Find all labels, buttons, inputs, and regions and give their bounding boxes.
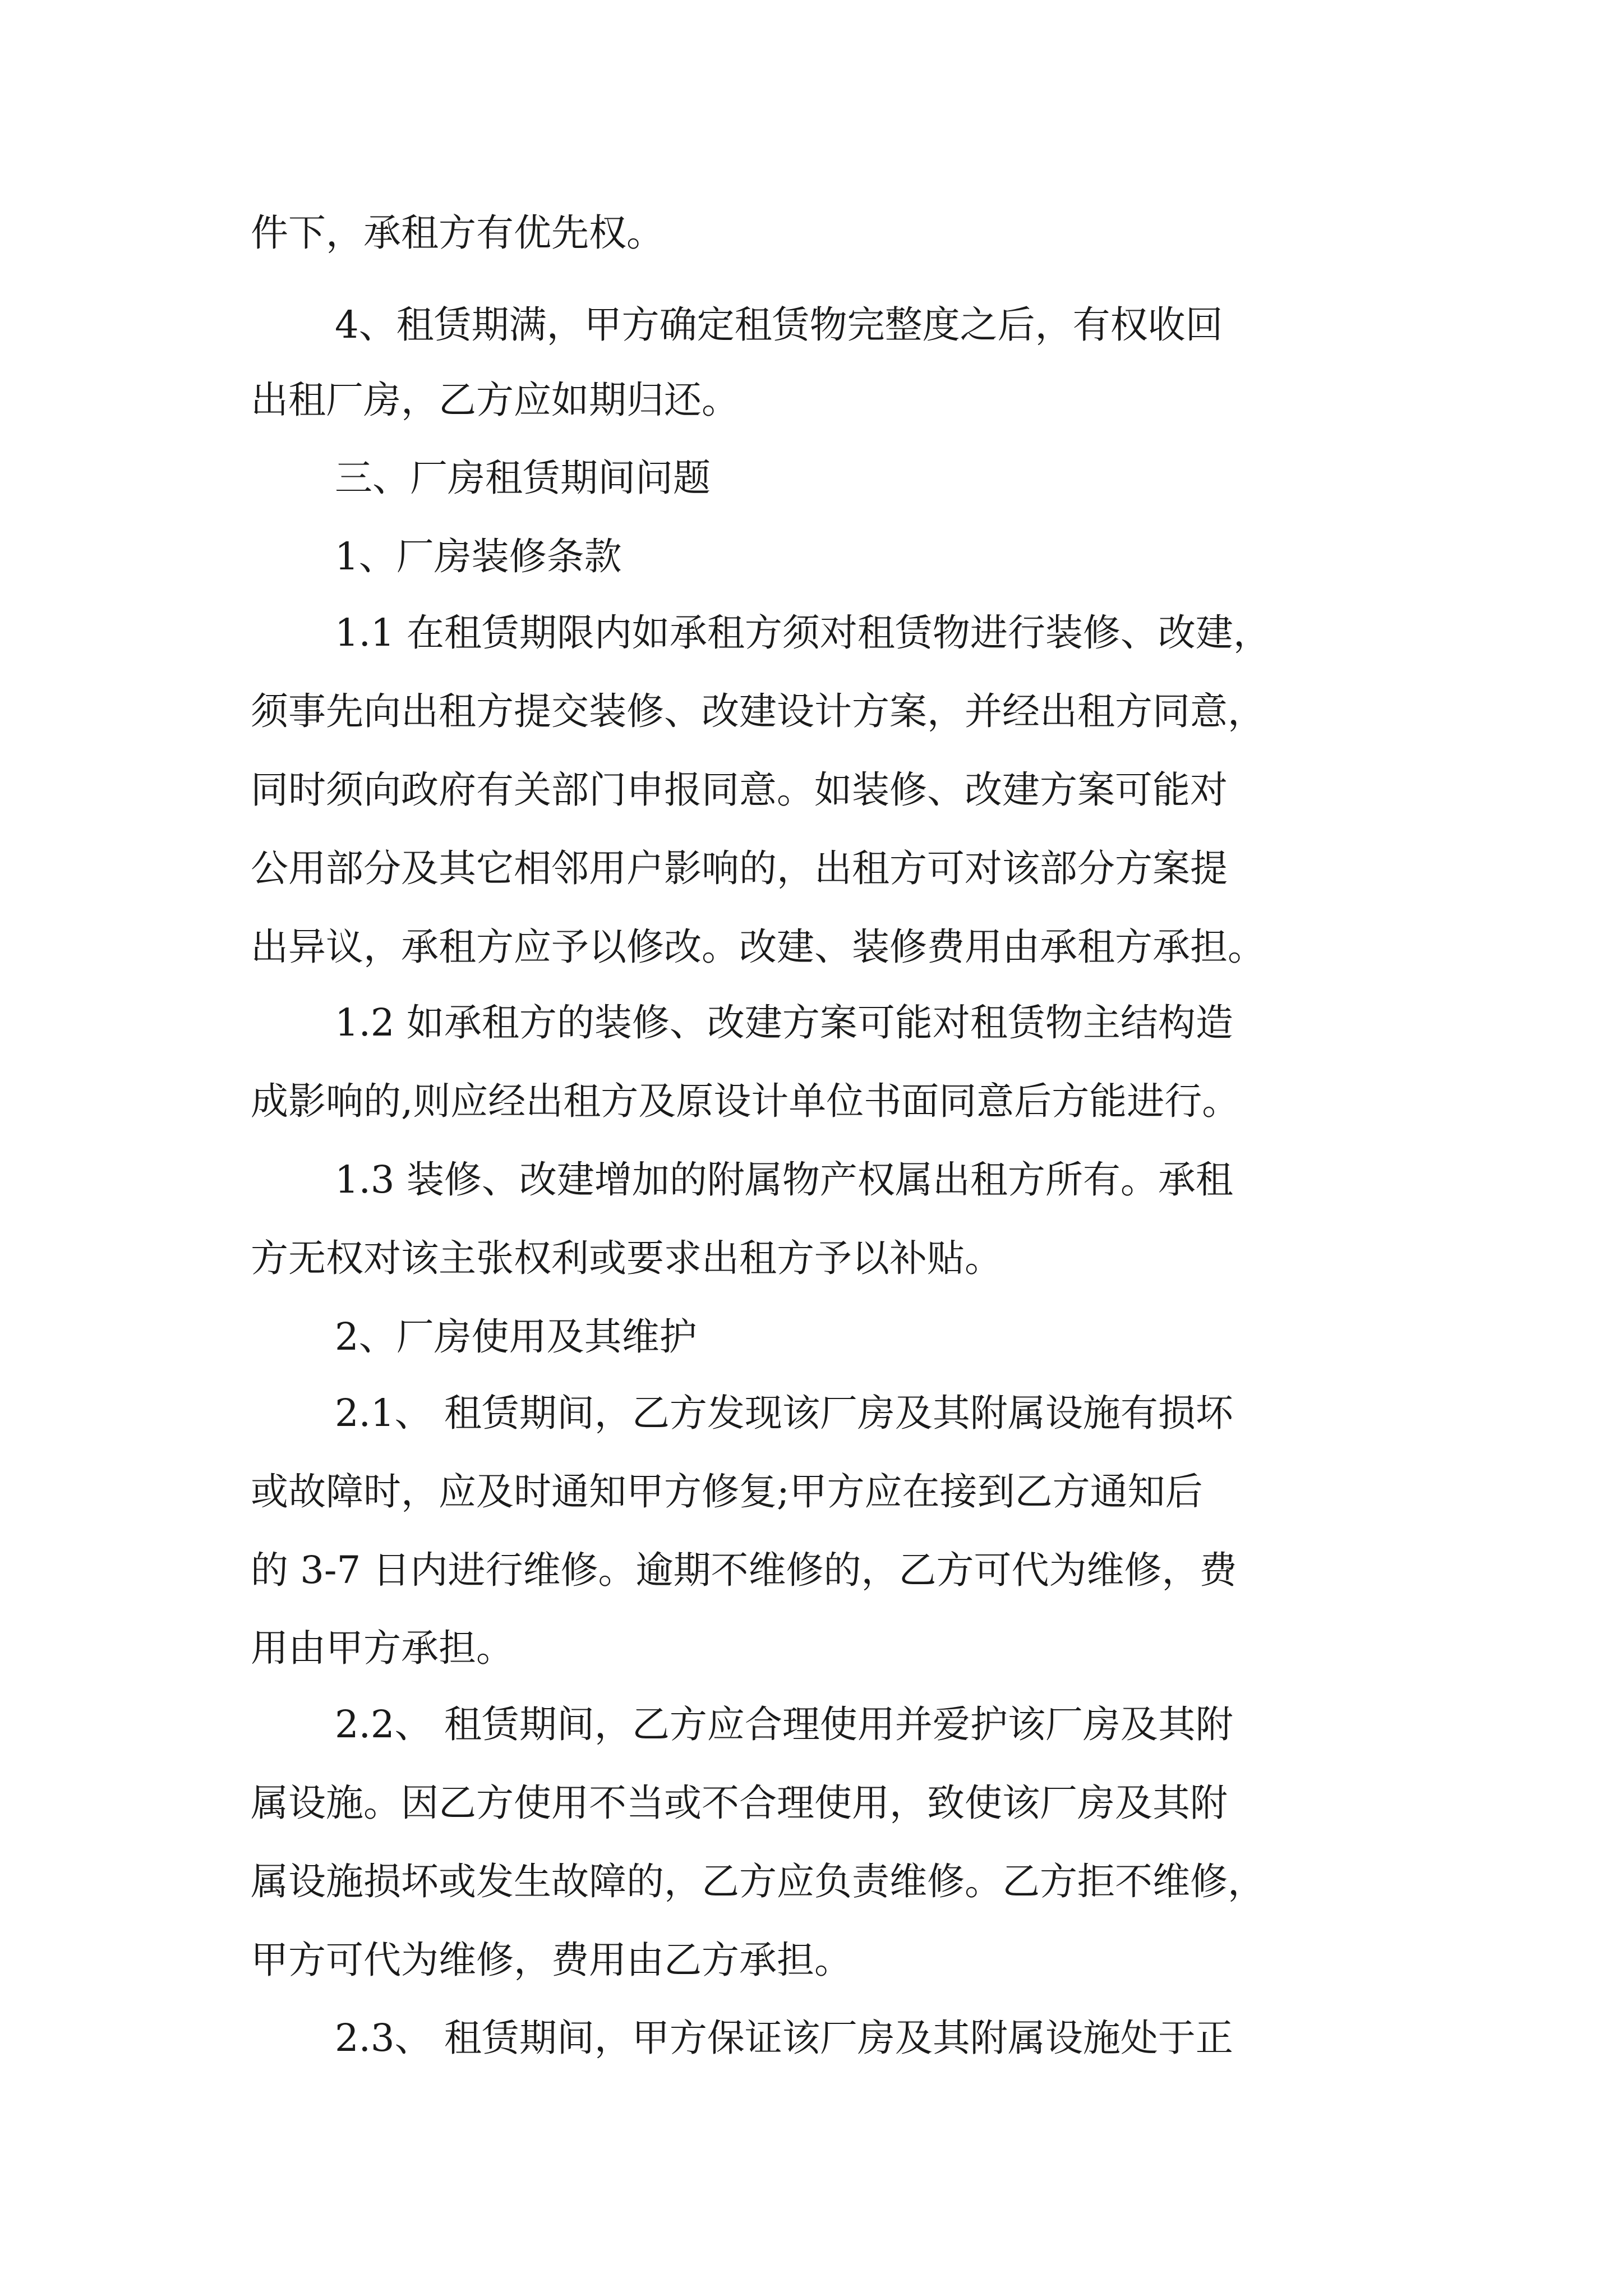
text-line-2: 4、租赁期满，甲方确定租赁物完整度之后，有权收回 [335, 303, 1223, 347]
text-line-19: 用由甲方承担。 [251, 1626, 514, 1670]
subsection-heading-2: 2、厂房使用及其维护 [335, 1315, 697, 1359]
text-line-3: 出租厂房，乙方应如期归还。 [251, 378, 739, 422]
text-line-17: 或故障时，应及时通知甲方修复;甲方应在接到乙方通知后 [251, 1470, 1203, 1513]
text-line-1: 件下，承租方有优先权。 [251, 211, 664, 255]
text-line-14: 方无权对该主张权利或要求出租方予以补贴。 [251, 1236, 1002, 1280]
text-line-24: 2.3、 租赁期间，甲方保证该厂房及其附属设施处于正 [335, 2016, 1233, 2060]
text-line-20: 2.2、 租赁期间，乙方应合理使用并爱护该厂房及其附 [335, 1703, 1233, 1746]
text-line-12: 成影响的,则应经出租方及原设计单位书面同意后方能进行。 [251, 1079, 1240, 1123]
text-line-23: 甲方可代为维修，费用由乙方承担。 [251, 1938, 852, 1982]
text-line-10: 出异议，承租方应予以修改。改建、装修费用由承租方承担。 [251, 925, 1265, 969]
text-line-13: 1.3 装修、改建增加的附属物产权属出租方所有。承租 [335, 1158, 1233, 1202]
text-line-7: 须事先向出租方提交装修、改建设计方案，并经出租方同意， [251, 689, 1265, 733]
text-line-21: 属设施。因乙方使用不当或不合理使用，致使该厂房及其附 [251, 1781, 1228, 1825]
text-line-18: 的 3-7 日内进行维修。逾期不维修的，乙方可代为维修，费 [251, 1548, 1237, 1592]
text-line-11: 1.2 如承租方的装修、改建方案可能对租赁物主结构造 [335, 1001, 1233, 1045]
text-line-16: 2.1、 租赁期间，乙方发现该厂房及其附属设施有损坏 [335, 1391, 1233, 1435]
section-heading: 三、厂房租赁期间问题 [335, 456, 711, 500]
text-line-22: 属设施损坏或发生故障的，乙方应负责维修。乙方拒不维修， [251, 1860, 1265, 1903]
subsection-heading: 1、厂房装修条款 [335, 535, 622, 578]
text-line-8: 同时须向政府有关部门申报同意。如装修、改建方案可能对 [251, 768, 1228, 812]
text-line-6: 1.1 在租赁期限内如承租方须对租赁物进行装修、改建， [335, 611, 1271, 655]
text-line-9: 公用部分及其它相邻用户影响的，出租方可对该部分方案提 [251, 846, 1228, 890]
